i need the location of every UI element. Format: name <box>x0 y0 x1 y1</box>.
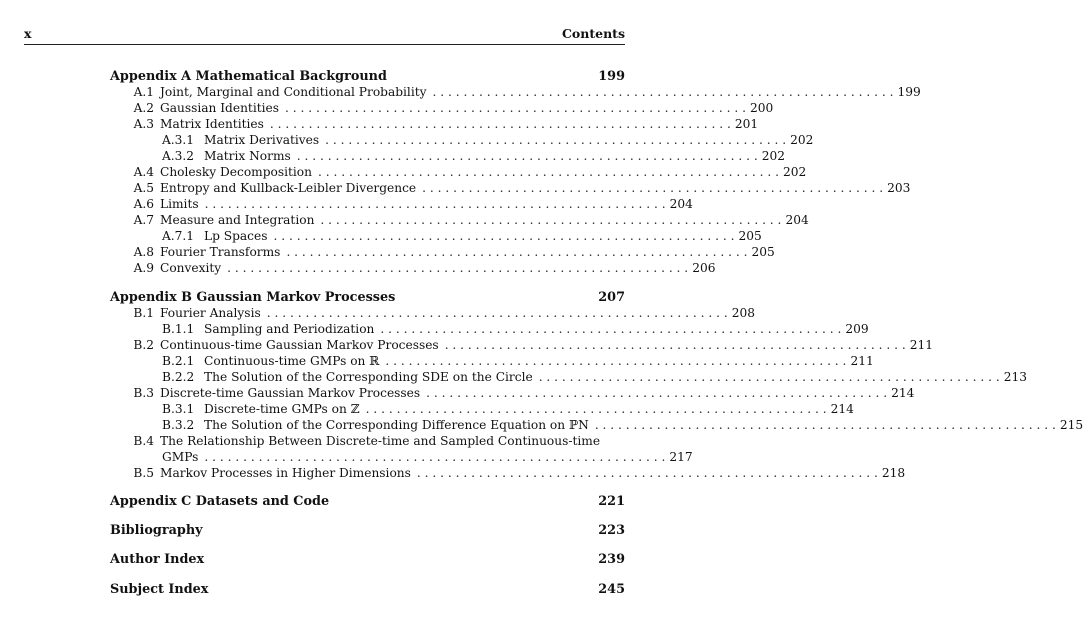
toc-entry[interactable] <box>162 370 1027 385</box>
toc-leader-dots: . . . . . . . . . . . . . . . . . . . . . . . . . . . . . . . . . . . . . . . . . . . . . . . . . . . . . . . . . . . . <box>204 450 666 464</box>
toc-entry-number: B.1 <box>133 306 154 320</box>
toc-leader-dots: . . . . . . . . . . . . . . . . . . . . . . . . . . . . . . . . . . . . . . . . . . . . . . . . . . . . . . . . . . . . <box>325 133 787 147</box>
toc-page-number: 205 <box>751 245 775 259</box>
toc-page-number: 204 <box>669 197 693 211</box>
toc-page-number: 221 <box>598 494 625 509</box>
page-number: x <box>24 26 32 41</box>
toc-entry-title: Discrete-time Gaussian Markov Processes <box>160 386 421 400</box>
toc-chapter-entry[interactable] <box>110 582 625 597</box>
toc-leader-dots: . . . . . . . . . . . . . . . . . . . . . . . . . . . . . . . . . . . . . . . . . . . . . . . . . . . . . . . . . . . . <box>318 165 780 179</box>
toc-leader-dots: . . . . . . . . . . . . . . . . . . . . . . . . . . . . . . . . . . . . . . . . . . . . . . . . . . . . . . . . . . . . <box>422 181 884 195</box>
toc-entry[interactable] <box>110 181 911 196</box>
toc-page-number: 200 <box>750 101 774 115</box>
toc-page-number: 203 <box>887 181 911 195</box>
toc-leader-dots: . . . . . . . . . . . . . . . . . . . . . . . . . . . . . . . . . . . . . . . . . . . . . . . . . . . . . . . . . . . . <box>227 261 689 275</box>
toc-entry-number: A.5 <box>133 181 154 195</box>
toc-entry-title: Subject Index <box>110 582 209 597</box>
toc-entry[interactable] <box>110 213 809 228</box>
toc-leader-dots: . . . . . . . . . . . . . . . . . . . . . . . . . . . . . . . . . . . . . . . . . . . . . . . . . . . . . . . . . . . . <box>269 117 731 131</box>
toc-entry-title: Author Index <box>110 552 205 567</box>
toc-page-number: 201 <box>734 117 759 131</box>
toc-entry-number: B.2 <box>133 338 154 352</box>
toc-leader-dots: . . . . . . . . . . . . . . . . . . . . . . . . . . . . . . . . . . . . . . . . . . . . . . . . . . . . . . . . . . . . <box>594 418 1056 432</box>
toc-page-number: 217 <box>669 450 693 464</box>
toc-page-number: 213 <box>1003 370 1027 384</box>
toc-leader-dots: . . . . . . . . . . . . . . . . . . . . . . . . . . . . . . . . . . . . . . . . . . . . . . . . . . . . . . . . . . . . <box>444 338 906 352</box>
toc-entry-number: A.1 <box>133 85 154 99</box>
toc-entry-title: Matrix Derivatives <box>204 133 320 147</box>
toc-page-number: 199 <box>598 69 625 84</box>
toc-entry-title: Lp Spaces <box>204 229 268 243</box>
toc-entry-number: B.3 <box>133 386 154 400</box>
toc-entry[interactable] <box>110 101 774 116</box>
toc-entry[interactable] <box>110 386 915 401</box>
toc-entry-title: Appendix A Mathematical Background <box>110 69 387 84</box>
toc-entry[interactable] <box>110 338 933 353</box>
toc-page-number: 206 <box>692 261 716 275</box>
toc-leader-dots: . . . . . . . . . . . . . . . . . . . . . . . . . . . . . . . . . . . . . . . . . . . . . . . . . . . . . . . . . . . . <box>365 402 827 416</box>
toc-entry[interactable] <box>110 466 906 481</box>
toc-leader-dots: . . . . . . . . . . . . . . . . . . . . . . . . . . . . . . . . . . . . . . . . . . . . . . . . . . . . . . . . . . . . <box>204 197 666 211</box>
toc-entry-number: B.4 <box>133 434 154 448</box>
toc-entry-title: The Solution of the Corresponding Difference Equation on ℙN <box>204 418 589 432</box>
toc-entry[interactable] <box>162 402 854 417</box>
toc-page-number: 211 <box>850 354 874 368</box>
toc-entry-number: B.2.2 <box>162 370 195 384</box>
toc-page-number: 218 <box>881 466 906 480</box>
toc-entry-number: B.5 <box>133 466 154 480</box>
toc-entry-title: Convexity <box>160 261 222 275</box>
toc-page-number: 199 <box>897 85 921 99</box>
toc-entry[interactable] <box>110 117 759 132</box>
toc-entry[interactable] <box>110 434 625 449</box>
toc-entry[interactable] <box>110 261 716 276</box>
toc-entry-number: B.3.1 <box>162 402 195 416</box>
toc-entry-number: B.3.2 <box>162 418 195 432</box>
toc-leader-dots: . . . . . . . . . . . . . . . . . . . . . . . . . . . . . . . . . . . . . . . . . . . . . . . . . . . . . . . . . . . . <box>385 354 847 368</box>
toc-entry-title: Joint, Marginal and Conditional Probability <box>160 85 427 99</box>
toc-page-number: 211 <box>909 338 933 352</box>
toc-entry[interactable] <box>162 229 762 244</box>
toc-entry[interactable] <box>162 322 869 337</box>
toc-entry-number: A.4 <box>133 165 154 179</box>
toc-entry-title: Limits <box>160 197 199 211</box>
toc-leader-dots: . . . . . . . . . . . . . . . . . . . . . . . . . . . . . . . . . . . . . . . . . . . . . . . . . . . . . . . . . . . . <box>538 370 1000 384</box>
toc-entry-title: Bibliography <box>110 523 203 538</box>
toc-leader-dots: . . . . . . . . . . . . . . . . . . . . . . . . . . . . . . . . . . . . . . . . . . . . . . . . . . . . . . . . . . . . <box>320 213 782 227</box>
toc-entry-title: Appendix C Datasets and Code <box>110 494 330 509</box>
toc-chapter-entry[interactable] <box>110 290 625 305</box>
toc-entry[interactable] <box>162 450 693 465</box>
toc-entry-number: A.7 <box>133 213 154 227</box>
toc-page-number: 245 <box>598 582 625 597</box>
toc-entry-title: GMPs <box>162 450 199 464</box>
toc-entry-title: The Relationship Between Discrete-time and Sampled Continuous-time <box>160 434 601 448</box>
toc-page-number: 204 <box>785 213 809 227</box>
toc-entry[interactable] <box>110 197 693 212</box>
toc-chapter-entry[interactable] <box>110 494 625 509</box>
running-head <box>24 26 625 45</box>
toc-entry[interactable] <box>162 354 874 369</box>
toc-entry-title: Fourier Analysis <box>160 306 261 320</box>
toc-entry[interactable] <box>110 306 756 321</box>
running-title: Contents <box>561 26 625 41</box>
toc-leader-dots: . . . . . . . . . . . . . . . . . . . . . . . . . . . . . . . . . . . . . . . . . . . . . . . . . . . . . . . . . . . . <box>296 149 758 163</box>
toc-entry-number: A.6 <box>133 197 154 211</box>
toc-entry-title: Sampling and Periodization <box>204 322 375 336</box>
toc-page-number: 202 <box>790 133 814 147</box>
toc-entry-title: Appendix B Gaussian Markov Processes <box>110 290 396 305</box>
toc-page-number: 208 <box>731 306 756 320</box>
toc-entry-title: Markov Processes in Higher Dimensions <box>160 466 411 480</box>
toc-leader-dots: . . . . . . . . . . . . . . . . . . . . . . . . . . . . . . . . . . . . . . . . . . . . . . . . . . . . . . . . . . . . <box>416 466 878 480</box>
toc-entry[interactable] <box>110 245 775 260</box>
toc-entry-number: B.2.1 <box>162 354 195 368</box>
toc-leader-dots: . . . . . . . . . . . . . . . . . . . . . . . . . . . . . . . . . . . . . . . . . . . . . . . . . . . . . . . . . . . . <box>432 85 894 99</box>
toc-page-number: 223 <box>598 523 625 538</box>
toc-entry-number: B.1.1 <box>162 322 195 336</box>
toc-entry-title: Matrix Norms <box>204 149 291 163</box>
toc-entry[interactable] <box>162 149 786 164</box>
toc-page-number: 207 <box>598 290 625 305</box>
toc-leader-dots: . . . . . . . . . . . . . . . . . . . . . . . . . . . . . . . . . . . . . . . . . . . . . . . . . . . . . . . . . . . . <box>284 101 746 115</box>
toc-entry-title: Cholesky Decomposition <box>160 165 312 179</box>
toc-entry-title: The Solution of the Corresponding SDE on the Circle <box>204 370 533 384</box>
toc-entry-title: Entropy and Kullback-Leibler Divergence <box>160 181 417 195</box>
toc-entry-title: Discrete-time GMPs on ℤ <box>204 402 360 416</box>
toc-entry[interactable] <box>162 133 814 148</box>
toc-entry-title: Continuous-time Gaussian Markov Processes <box>160 338 439 352</box>
toc-entry-number: A.2 <box>133 101 154 115</box>
toc-entry-title: Gaussian Identities <box>160 101 279 115</box>
toc-entry[interactable] <box>110 85 921 100</box>
toc-entry-number: A.3.2 <box>162 149 195 163</box>
toc-chapter-entry[interactable] <box>110 523 625 538</box>
toc-leader-dots: . . . . . . . . . . . . . . . . . . . . . . . . . . . . . . . . . . . . . . . . . . . . . . . . . . . . . . . . . . . . <box>426 386 888 400</box>
toc-page-number: 214 <box>891 386 915 400</box>
toc-page-number: 214 <box>830 402 854 416</box>
toc-leader-dots: . . . . . . . . . . . . . . . . . . . . . . . . . . . . . . . . . . . . . . . . . . . . . . . . . . . . . . . . . . . . <box>273 229 735 243</box>
toc-entry-number: A.9 <box>133 261 154 275</box>
toc-entry-number: A.7.1 <box>162 229 195 243</box>
toc-entry-number: A.3 <box>133 117 154 131</box>
toc-page-number: 215 <box>1059 418 1083 432</box>
toc-leader-dots: . . . . . . . . . . . . . . . . . . . . . . . . . . . . . . . . . . . . . . . . . . . . . . . . . . . . . . . . . . . . <box>286 245 748 259</box>
toc-entry-title: Continuous-time GMPs on ℝ <box>204 354 380 368</box>
toc-page-number: 209 <box>845 322 869 336</box>
toc-entry-number: A.8 <box>133 245 154 259</box>
toc-leader-dots: . . . . . . . . . . . . . . . . . . . . . . . . . . . . . . . . . . . . . . . . . . . . . . . . . . . . . . . . . . . . <box>380 322 842 336</box>
toc-page-number: 202 <box>783 165 807 179</box>
toc-entry[interactable] <box>162 418 1083 433</box>
toc-chapter-entry[interactable] <box>110 552 625 567</box>
toc-entry-number: A.3.1 <box>162 133 195 147</box>
toc-leader-dots: . . . . . . . . . . . . . . . . . . . . . . . . . . . . . . . . . . . . . . . . . . . . . . . . . . . . . . . . . . . . <box>266 306 728 320</box>
toc-page-number: 239 <box>598 552 625 567</box>
toc-entry[interactable] <box>110 165 807 180</box>
toc-entry-title: Measure and Integration <box>160 213 315 227</box>
toc-entry-title: Fourier Transforms <box>160 245 281 259</box>
toc-chapter-entry[interactable] <box>110 69 625 84</box>
toc-page-number: 202 <box>761 149 786 163</box>
toc-entry-title: Matrix Identities <box>160 117 264 131</box>
toc-page-number: 205 <box>738 229 762 243</box>
